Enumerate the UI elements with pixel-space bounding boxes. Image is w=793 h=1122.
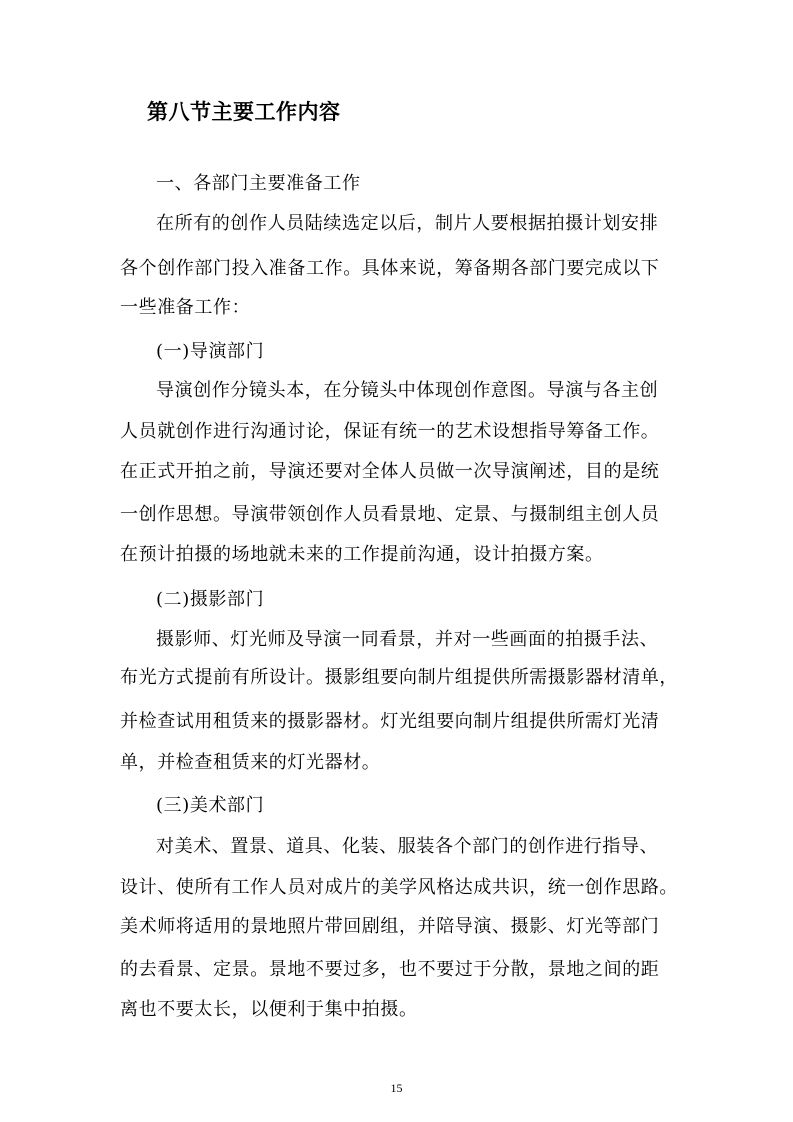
paragraph-line: 单，并检查租赁来的灯光器材。 xyxy=(120,752,381,773)
paragraph-line: 一些准备工作： xyxy=(120,297,251,318)
page-number: 15 xyxy=(390,1081,403,1095)
paragraph-line: 对美术、置景、道具、化装、服装各个部门的创作进行指导、 xyxy=(156,836,659,857)
department-heading: (一)导演部门 xyxy=(156,341,265,362)
subsection-heading: 一、各部门主要准备工作 xyxy=(156,173,361,194)
department-heading: (二)摄影部门 xyxy=(156,589,265,610)
paragraph-line: 设计、使所有工作人员对成片的美学风格达成共识，统一创作思路。 xyxy=(120,877,678,898)
paragraph-line: 人员就创作进行沟通讨论，保证有统一的艺术设想指导筹备工作。 xyxy=(120,421,660,442)
paragraph-line: 在正式开拍之前，导演还要对全体人员做一次导演阐述，目的是统 xyxy=(120,461,660,482)
paragraph-line: 离也不要太长，以便利于集中拍摄。 xyxy=(120,999,418,1020)
paragraph-line: 一创作思想。导演带领创作人员看景地、定景、与摄制组主创人员 xyxy=(120,504,660,525)
section-title: 第八节主要工作内容 xyxy=(147,99,341,124)
paragraph-line: 在所有的创作人员陆续选定以后，制片人要根据拍摄计划安排 xyxy=(156,213,659,234)
paragraph-line: 导演创作分镜头本，在分镜头中体现创作意图。导演与各主创 xyxy=(156,380,659,401)
paragraph-line: 美术师将适用的景地照片带回剧组，并陪导演、摄影、灯光等部门 xyxy=(120,916,660,937)
paragraph-line: 在预计拍摄的场地就未来的工作提前沟通，设计拍摄方案。 xyxy=(120,544,604,565)
paragraph-line: 的去看景、定景。景地不要过多，也不要过于分散，景地之间的距 xyxy=(120,959,660,980)
paragraph-line: 各个创作部门投入准备工作。具体来说，筹备期各部门要完成以下 xyxy=(120,258,660,279)
department-heading: (三)美术部门 xyxy=(156,795,265,816)
paragraph-line: 摄影师、灯光师及导演一同看景，并对一些画面的拍摄手法、 xyxy=(156,629,659,650)
paragraph-line: 布光方式提前有所设计。摄影组要向制片组提供所需摄影器材清单， xyxy=(120,667,678,688)
paragraph-line: 并检查试用租赁来的摄影器材。灯光组要向制片组提供所需灯光清 xyxy=(120,711,660,732)
